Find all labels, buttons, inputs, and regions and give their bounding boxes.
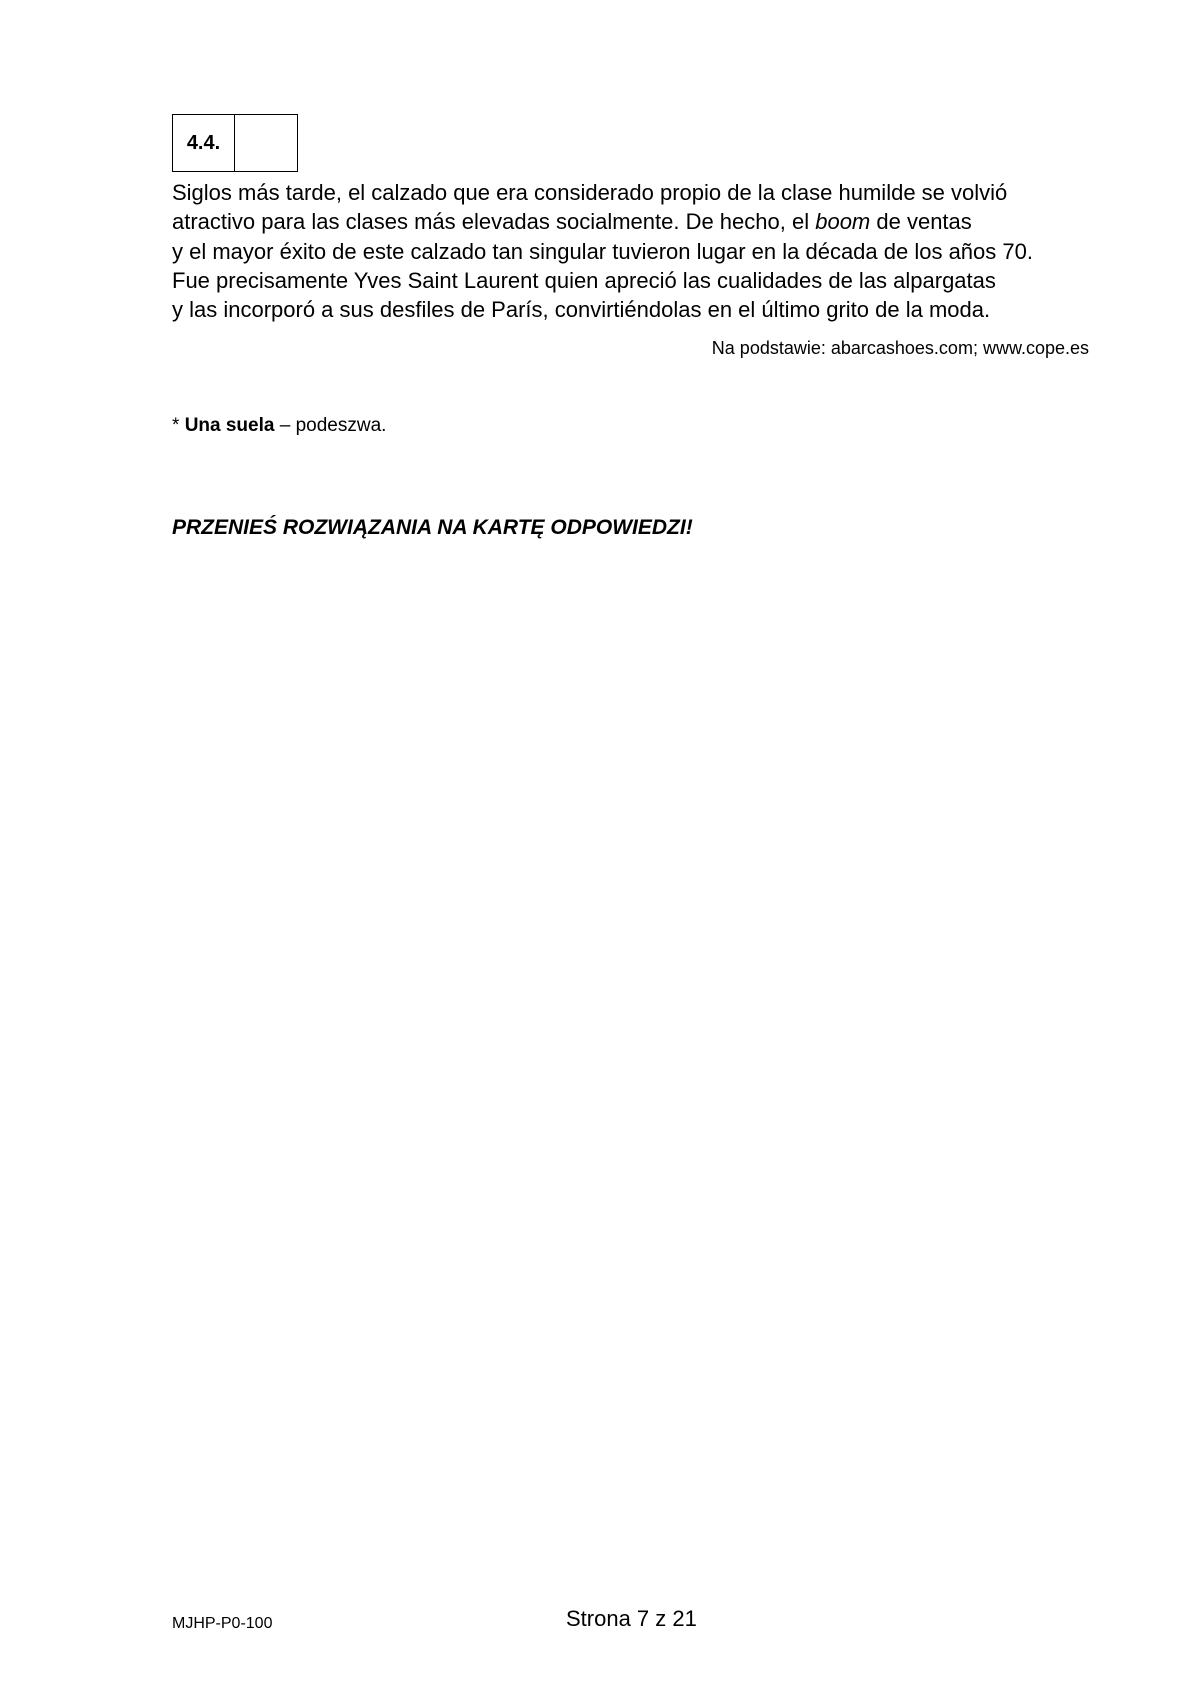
paragraph-text: atractivo para las clases más elevadas socialmente. De hecho, el <box>172 209 816 235</box>
text-paragraph <box>172 178 1112 324</box>
footnote-marker: * <box>172 415 185 436</box>
task-number: 4.4. <box>173 115 235 171</box>
footnote-definition: – podeszwa. <box>274 415 387 436</box>
task-number-box <box>172 114 298 172</box>
paragraph-line <box>172 207 1112 236</box>
italic-term: boom <box>815 209 871 235</box>
paragraph-line: Siglos más tarde, el calzado que era considerado propio de la clase humilde se volvió <box>172 180 1008 205</box>
paragraph-text: de ventas <box>870 209 972 235</box>
exam-code: MJHP-P0-100 <box>172 1615 273 1632</box>
paragraph-line: y el mayor éxito de este calzado tan singular tuvieron lugar en la década de los años 70. <box>172 238 1033 264</box>
paragraph-line: y las incorporó a sus desfiles de París, convirtiéndolas en el último grito de la moda. <box>172 297 991 323</box>
paragraph-line: Fue precisamente Yves Saint Laurent quien apreció las cualidades de las alpargatas <box>172 267 996 293</box>
footnote-term: Una suela <box>184 415 275 436</box>
page-number: Strona 7 z 21 <box>566 1606 697 1631</box>
transfer-instruction: PRZENIEŚ ROZWIĄZANIA NA KARTĘ ODPOWIEDZI! <box>172 516 693 539</box>
source-citation: Na podstawie: abarcashoes.com; www.cope.es <box>711 338 1089 358</box>
footnote <box>172 415 386 437</box>
answer-box[interactable] <box>235 115 297 171</box>
